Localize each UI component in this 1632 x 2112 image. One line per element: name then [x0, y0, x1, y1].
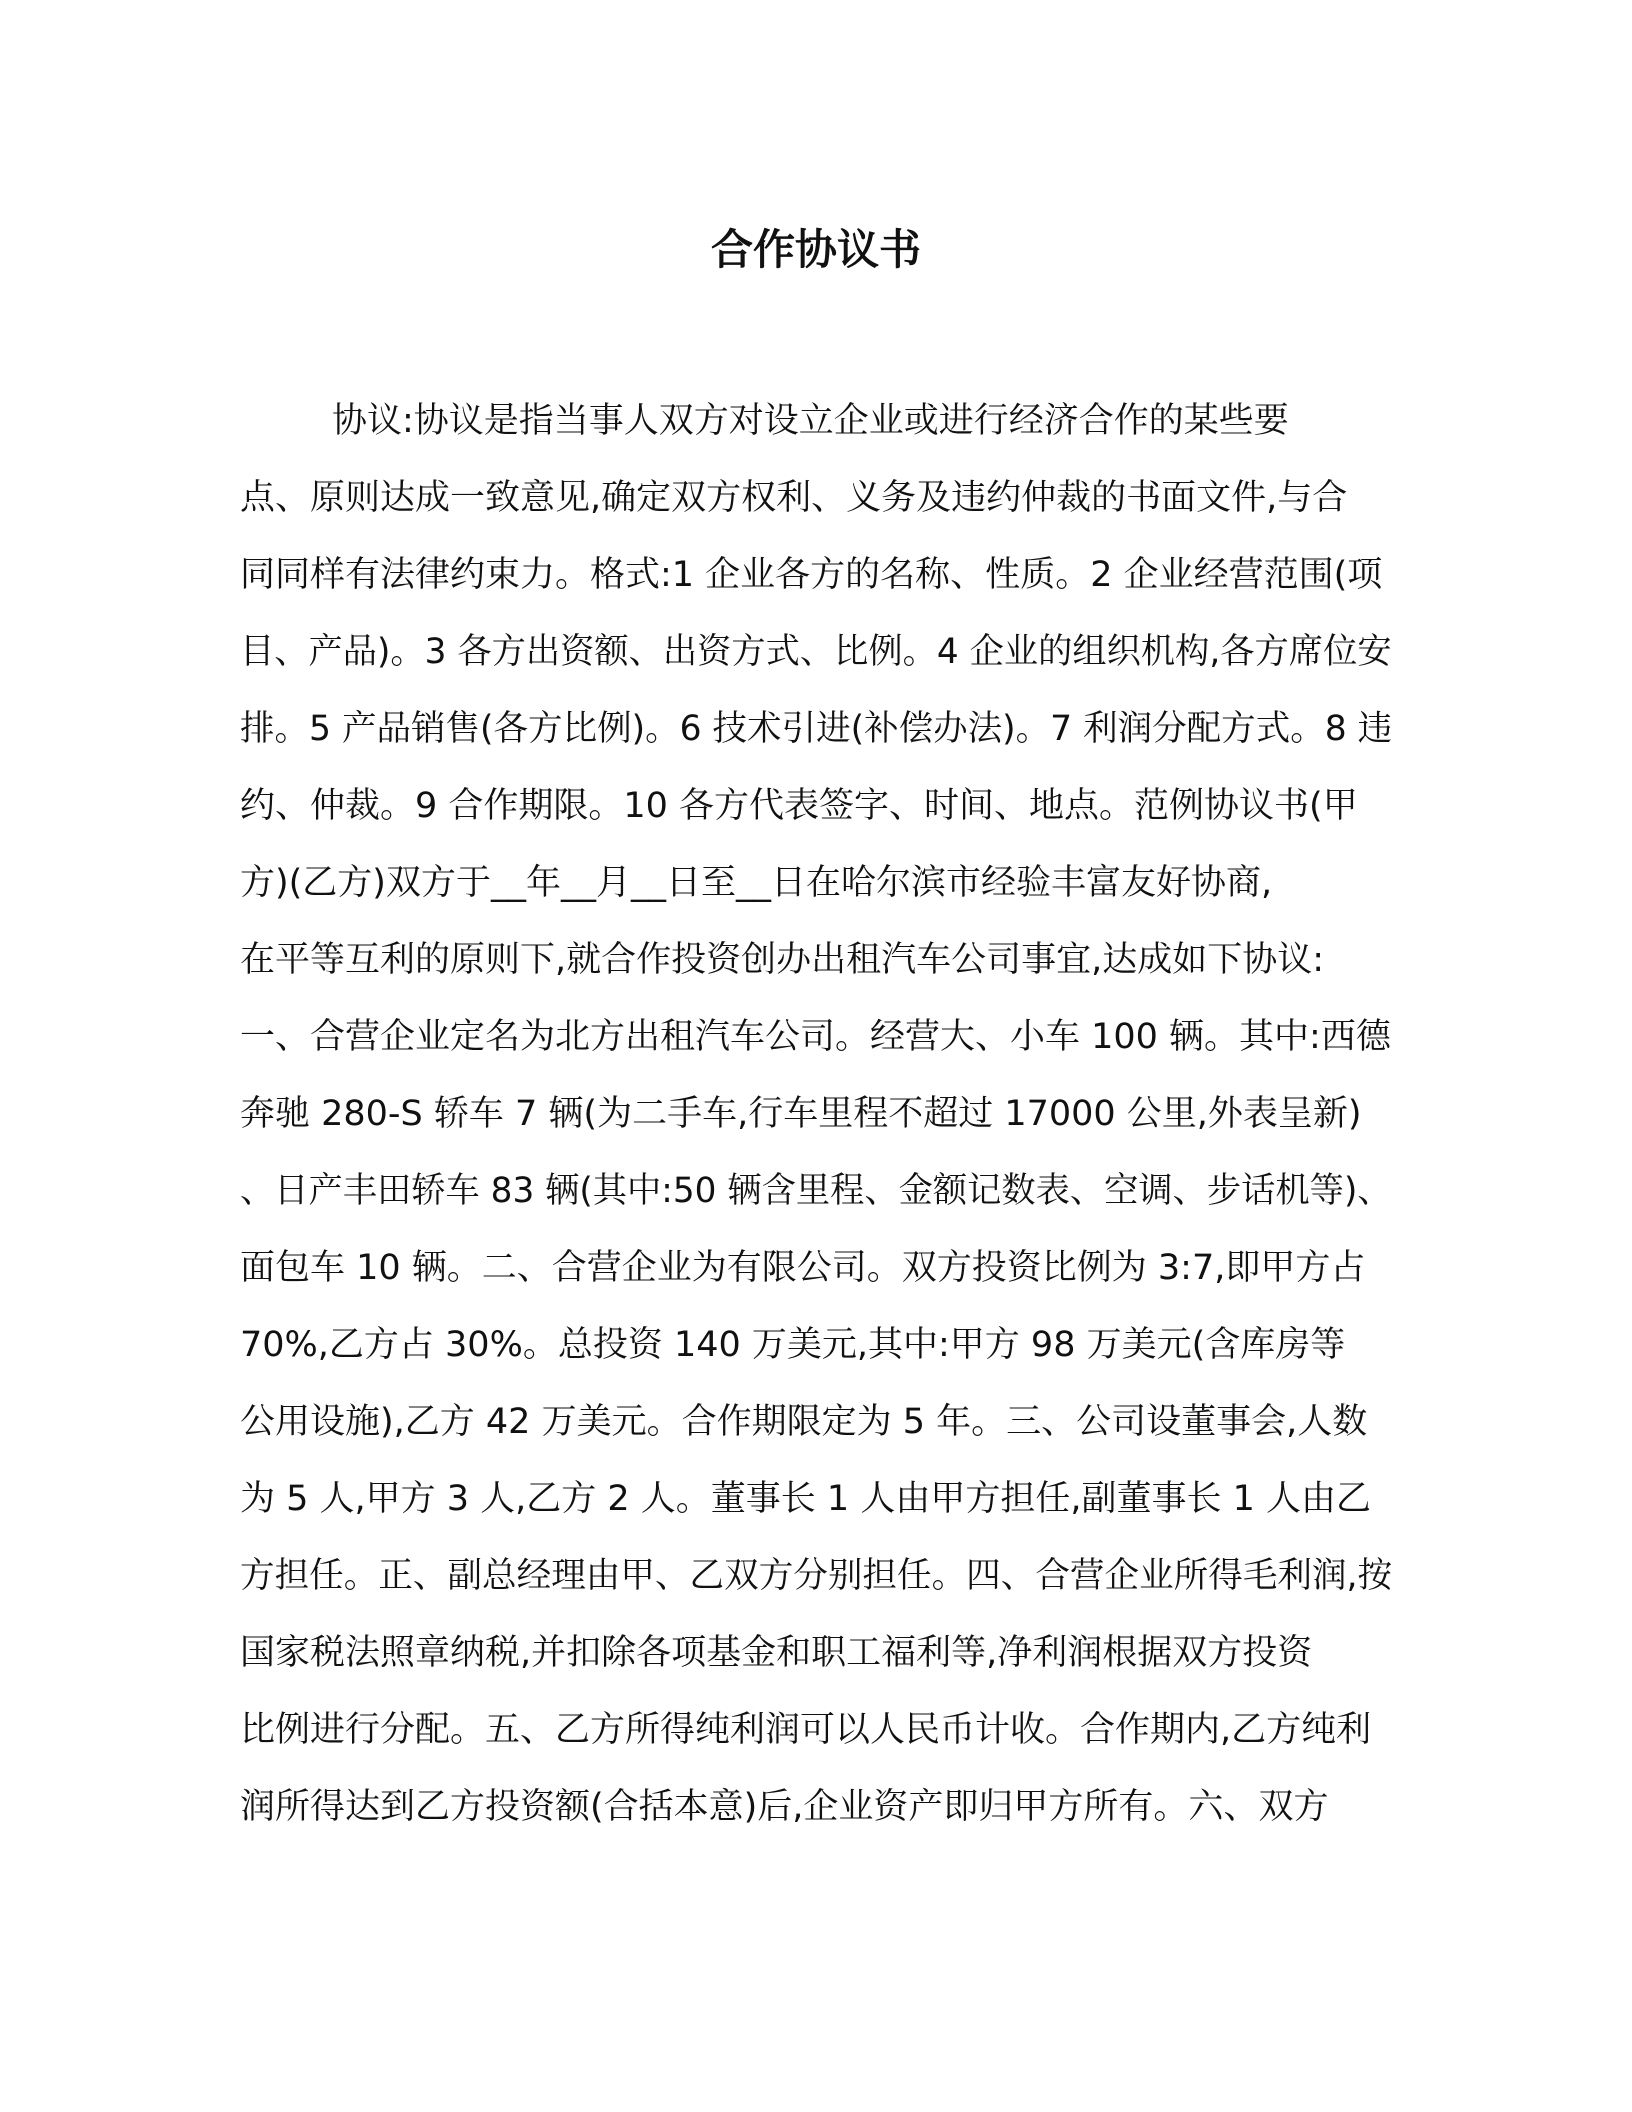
body-line: 面包车 10 辆。二、合营企业为有限公司。双方投资比例为 3:7,即甲方占 [240, 1248, 1366, 1288]
document-title: 合作协议书 [710, 225, 921, 274]
body-line: 为 5 人,甲方 3 人,乙方 2 人。董事长 1 人由甲方担任,副董事长 1 人由乙 [240, 1479, 1371, 1519]
body-line: 方担任。正、副总经理由甲、乙双方分别担任。四、合营企业所得毛利润,按 [240, 1556, 1393, 1596]
body-line: 协议:协议是指当事人双方对设立企业或进行经济合作的某些要 [332, 401, 1289, 441]
body-line: 润所得达到乙方投资额(合括本意)后,企业资产即归甲方所有。六、双方 [240, 1787, 1329, 1827]
body-line: 国家税法照章纳税,并扣除各项基金和职工福利等,净利润根据双方投资 [240, 1633, 1313, 1673]
body-line: 70%,乙方占 30%。总投资 140 万美元,其中:甲方 98 万美元(含库房等 [240, 1325, 1346, 1365]
body-line: 奔驰 280-S 轿车 7 辆(为二手车,行车里程不超过 17000 公里,外表呈新) [240, 1094, 1362, 1134]
body-line: 点、原则达成一致意见,确定双方权利、义务及违约仲裁的书面文件,与合 [240, 478, 1348, 518]
body-line: 在平等互利的原则下,就合作投资创办出租汽车公司事宜,达成如下协议: [240, 940, 1325, 980]
body-line: 约、仲裁。9 合作期限。10 各方代表签字、时间、地点。范例协议书(甲 [240, 786, 1358, 826]
body-line: 一、合营企业定名为北方出租汽车公司。经营大、小车 100 辆。其中:西德 [240, 1017, 1391, 1057]
body-line: 同同样有法律约束力。格式:1 企业各方的名称、性质。2 企业经营范围(项 [240, 555, 1383, 595]
body-line: 、日产丰田轿车 83 辆(其中:50 辆含里程、金额记数表、空调、步话机等)、 [240, 1171, 1392, 1211]
body-line: 排。5 产品销售(各方比例)。6 技术引进(补偿办法)。7 利润分配方式。8 违 [240, 709, 1393, 749]
body-line: 比例进行分配。五、乙方所得纯利润可以人民币计收。合作期内,乙方纯利 [240, 1710, 1372, 1750]
body-line: 公用设施),乙方 42 万美元。合作期限定为 5 年。三、公司设董事会,人数 [240, 1402, 1368, 1442]
body-line: 方)(乙方)双方于__年__月__日至__日在哈尔滨市经验丰富友好协商, [240, 863, 1273, 903]
body-line: 目、产品)。3 各方出资额、出资方式、比例。4 企业的组织机构,各方席位安 [240, 632, 1392, 672]
